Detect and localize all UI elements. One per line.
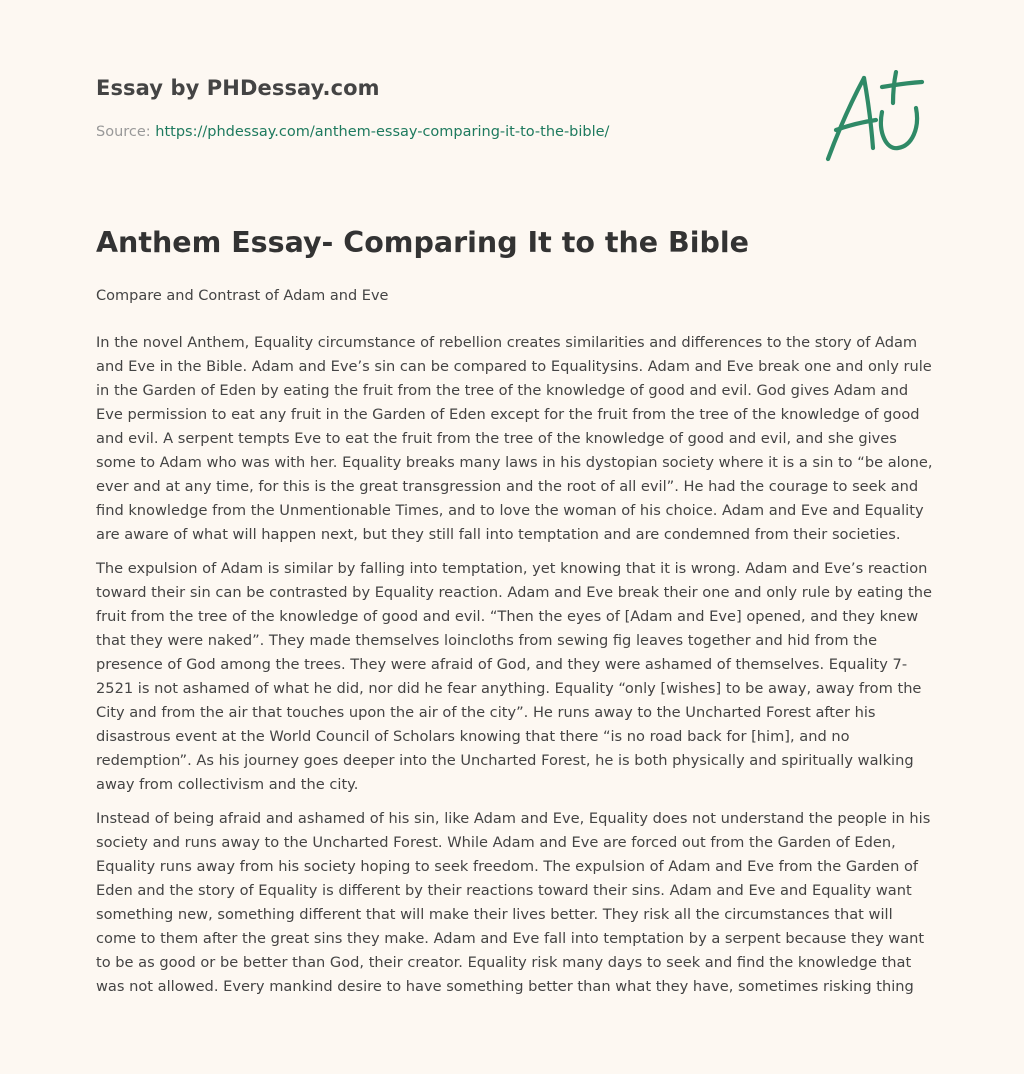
site-title: Essay by PHDessay.com <box>96 76 380 100</box>
essay-paragraph: In the novel Anthem, Equality circumstance of rebellion creates similarities and differences to the story of Adam and Eve in the Bible. Adam and Eve’s sin can be compared to Equalitysins. Adam and Eve break one and only rule in the Garden of Eden by eating the fruit from the tree of the knowledge of good and evil. God gives Adam and Eve permission to eat any fruit in the Garden of Eden except for the fruit from the tree of the knowledge of good and evil. A serpent tempts Eve to eat the fruit from the tree of the knowledge of good and evil, and she gives some to Adam who was with her. Equality breaks many laws in his dystopian society where it is a sin to “be alone, ever and at any time, for this is the great transgression and the root of all evil”. He had the courage to seek and find knowledge from the Unmentionable Times, and to love the woman of his choice. Adam and Eve and Equality are aware of what will happen next, but they still fall into temptation and are condemned from their societies. <box>96 334 933 543</box>
essay-paragraph: The expulsion of Adam is similar by falling into temptation, yet knowing that it is wrong. Adam and Eve’s reaction toward their sin can be contrasted by Equality reaction. Adam and Eve break their one and only rule by eating the fruit from the tree of the knowledge of good and evil. “Then the eyes of [Adam and Eve] opened, and they knew that they were naked”. They made themselves loincloths from sewing fig leaves together and hid from the presence of God among the trees. They were afraid of God, and they were ashamed of themselves. Equality 7-2521 is not ashamed of what he did, nor did he fear anything. Equality “only [wishes] to be away, away from the City and from the air that touches upon the air of the city”. He runs away to the Uncharted Forest after his disastrous event at the World Council of Scholars knowing that there “is no road back for [him], and no redemption”. As his journey goes deeper into the Uncharted Forest, he is both physically and spiritually walking away from collectivism and the city. <box>96 560 932 793</box>
source-label: Source: <box>96 124 151 140</box>
essay-body <box>96 331 934 1009</box>
essay-title: Anthem Essay- Comparing It to the Bible <box>96 226 749 259</box>
a-plus-logo-icon <box>824 70 928 164</box>
essay-paragraph: Instead of being afraid and ashamed of his sin, like Adam and Eve, Equality does not understand the people in his society and runs away to the Uncharted Forest. While Adam and Eve are forced out from the Garden of Eden, Equality runs away from his society hoping to seek freedom. The expulsion of Adam and Eve from the Garden of Eden and the story of Equality is different by their reactions toward their sins. Adam and Eve and Equality want something new, something different that will make their lives better. They risk all the circumstances that will come to them after the great sins they make. Adam and Eve fall into temptation by a serpent because they want to be as good or be better than God, their creator. Equality risk many days to seek and find the knowledge that was not allowed. Every mankind desire to have something better than what they have, sometimes risking thing <box>96 810 931 995</box>
essay-subtitle: Compare and Contrast of Adam and Eve <box>96 288 389 304</box>
source-link[interactable]: https://phdessay.com/anthem-essay-comparing-it-to-the-bible/ <box>155 124 610 140</box>
source-line <box>96 124 609 140</box>
